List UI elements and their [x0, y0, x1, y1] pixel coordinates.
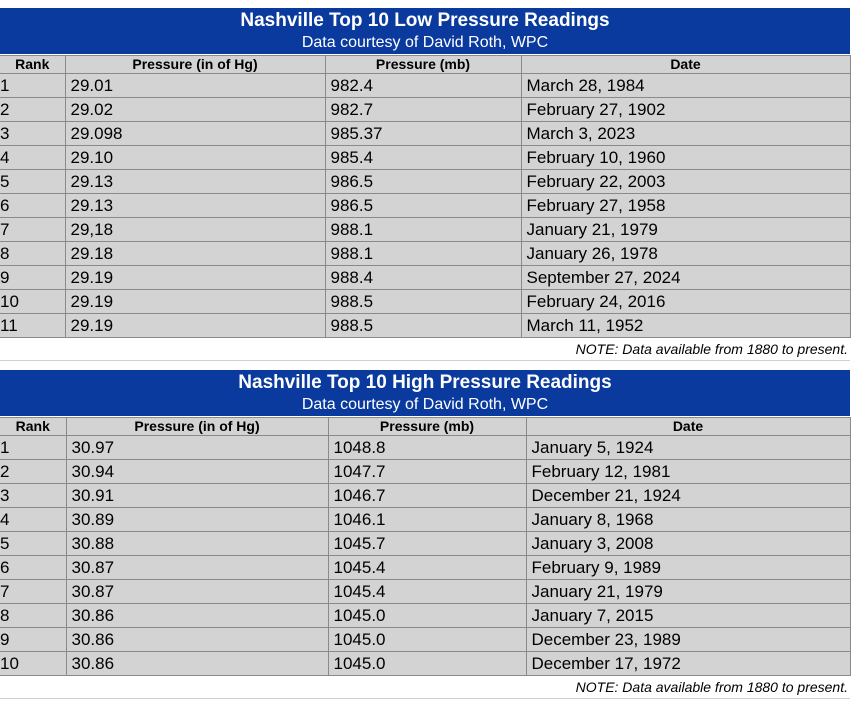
rank-cell: 2 — [0, 460, 66, 484]
low-pressure-table-body — [0, 74, 850, 338]
column-header-pressure-mb: Pressure (mb) — [325, 56, 521, 74]
high-pressure-table — [0, 417, 851, 676]
table-row — [0, 508, 850, 532]
date-cell: March 11, 1952 — [521, 314, 850, 338]
pressure-mb-cell: 1048.8 — [328, 436, 526, 460]
date-cell: September 27, 2024 — [521, 266, 850, 290]
table-row — [0, 290, 850, 314]
high-pressure-title: Nashville Top 10 High Pressure Readings — [238, 372, 612, 393]
pressure-inhg-cell: 29.19 — [65, 314, 325, 338]
table-row — [0, 170, 850, 194]
date-cell: December 17, 1972 — [526, 652, 850, 676]
pressure-mb-cell: 1045.0 — [328, 628, 526, 652]
high-pressure-table-body — [0, 436, 850, 676]
rank-cell: 10 — [0, 290, 65, 314]
table-row — [0, 194, 850, 218]
date-cell: February 22, 2003 — [521, 170, 850, 194]
pressure-mb-cell: 988.4 — [325, 266, 521, 290]
column-header-date: Date — [521, 56, 850, 74]
date-cell: March 3, 2023 — [521, 122, 850, 146]
date-cell: January 26, 1978 — [521, 242, 850, 266]
rank-cell: 6 — [0, 556, 66, 580]
rank-cell: 1 — [0, 74, 65, 98]
date-cell: January 21, 1979 — [521, 218, 850, 242]
low-pressure-table-header — [0, 8, 850, 55]
table-row — [0, 436, 850, 460]
low-pressure-table-section — [0, 8, 850, 361]
pressure-mb-cell: 986.5 — [325, 194, 521, 218]
column-header-rank: Rank — [0, 418, 66, 436]
table-row — [0, 532, 850, 556]
pressure-mb-cell: 1046.7 — [328, 484, 526, 508]
pressure-inhg-cell: 30.91 — [66, 484, 328, 508]
pressure-inhg-cell: 30.94 — [66, 460, 328, 484]
rank-cell: 5 — [0, 532, 66, 556]
table-row — [0, 604, 850, 628]
pressure-inhg-cell: 29.19 — [65, 290, 325, 314]
high-pressure-subtitle: Data courtesy of David Roth, WPC — [301, 396, 549, 413]
pressure-mb-cell: 1045.7 — [328, 532, 526, 556]
rank-cell: 3 — [0, 484, 66, 508]
low-pressure-table — [0, 55, 851, 338]
pressure-mb-cell: 988.5 — [325, 314, 521, 338]
pressure-inhg-cell: 30.86 — [66, 604, 328, 628]
rank-cell: 10 — [0, 652, 66, 676]
high-pressure-note: NOTE: Data available from 1880 to present. — [0, 676, 850, 699]
pressure-inhg-cell: 29.02 — [65, 98, 325, 122]
pressure-mb-cell: 982.7 — [325, 98, 521, 122]
table-header-row — [0, 418, 850, 436]
date-cell: February 24, 2016 — [521, 290, 850, 314]
pressure-mb-cell: 988.1 — [325, 218, 521, 242]
table-row — [0, 460, 850, 484]
table-row — [0, 266, 850, 290]
low-pressure-note: NOTE: Data available from 1880 to present. — [0, 338, 850, 361]
pressure-inhg-cell: 30.87 — [66, 580, 328, 604]
table-row — [0, 628, 850, 652]
rank-cell: 7 — [0, 218, 65, 242]
pressure-inhg-cell: 29.13 — [65, 170, 325, 194]
low-pressure-subtitle: Data courtesy of David Roth, WPC — [301, 34, 549, 51]
table-row — [0, 556, 850, 580]
column-header-pressure-mb: Pressure (mb) — [328, 418, 526, 436]
pressure-mb-cell: 988.5 — [325, 290, 521, 314]
rank-cell: 7 — [0, 580, 66, 604]
date-cell: February 27, 1958 — [521, 194, 850, 218]
date-cell: January 7, 2015 — [526, 604, 850, 628]
date-cell: December 21, 1924 — [526, 484, 850, 508]
high-pressure-table-section — [0, 370, 850, 699]
pressure-mb-cell: 982.4 — [325, 74, 521, 98]
pressure-inhg-cell: 29.13 — [65, 194, 325, 218]
date-cell: December 23, 1989 — [526, 628, 850, 652]
pressure-inhg-cell: 29.10 — [65, 146, 325, 170]
rank-cell: 6 — [0, 194, 65, 218]
table-row — [0, 580, 850, 604]
pressure-inhg-cell: 29.01 — [65, 74, 325, 98]
rank-cell: 8 — [0, 604, 66, 628]
table-row — [0, 484, 850, 508]
date-cell: February 10, 1960 — [521, 146, 850, 170]
table-row — [0, 242, 850, 266]
pressure-inhg-cell: 30.86 — [66, 652, 328, 676]
date-cell: March 28, 1984 — [521, 74, 850, 98]
table-row — [0, 98, 850, 122]
table-row — [0, 652, 850, 676]
pressure-mb-cell: 988.1 — [325, 242, 521, 266]
rank-cell: 8 — [0, 242, 65, 266]
rank-cell: 3 — [0, 122, 65, 146]
pressure-mb-cell: 1046.1 — [328, 508, 526, 532]
pressure-inhg-cell: 30.88 — [66, 532, 328, 556]
date-cell: January 8, 1968 — [526, 508, 850, 532]
pressure-mb-cell: 1045.4 — [328, 556, 526, 580]
rank-cell: 4 — [0, 146, 65, 170]
table-row — [0, 218, 850, 242]
rank-cell: 4 — [0, 508, 66, 532]
pressure-mb-cell: 1045.4 — [328, 580, 526, 604]
pressure-mb-cell: 1045.0 — [328, 652, 526, 676]
date-cell: February 27, 1902 — [521, 98, 850, 122]
pressure-inhg-cell: 30.87 — [66, 556, 328, 580]
pressure-inhg-cell: 29.098 — [65, 122, 325, 146]
column-header-date: Date — [526, 418, 850, 436]
pressure-inhg-cell: 29.18 — [65, 242, 325, 266]
pressure-inhg-cell: 30.89 — [66, 508, 328, 532]
pressure-mb-cell: 985.4 — [325, 146, 521, 170]
pressure-mb-cell: 1047.7 — [328, 460, 526, 484]
low-pressure-title: Nashville Top 10 Low Pressure Readings — [240, 10, 610, 31]
pressure-inhg-cell: 29,18 — [65, 218, 325, 242]
date-cell: January 5, 1924 — [526, 436, 850, 460]
rank-cell: 9 — [0, 628, 66, 652]
table-row — [0, 122, 850, 146]
column-header-pressure-inhg: Pressure (in of Hg) — [65, 56, 325, 74]
rank-cell: 11 — [0, 314, 65, 338]
rank-cell: 1 — [0, 436, 66, 460]
rank-cell: 5 — [0, 170, 65, 194]
date-cell: January 3, 2008 — [526, 532, 850, 556]
column-header-pressure-inhg: Pressure (in of Hg) — [66, 418, 328, 436]
table-header-row — [0, 56, 850, 74]
pressure-mb-cell: 1045.0 — [328, 604, 526, 628]
date-cell: January 21, 1979 — [526, 580, 850, 604]
date-cell: February 12, 1981 — [526, 460, 850, 484]
date-cell: February 9, 1989 — [526, 556, 850, 580]
rank-cell: 2 — [0, 98, 65, 122]
pressure-inhg-cell: 29.19 — [65, 266, 325, 290]
column-header-rank: Rank — [0, 56, 65, 74]
rank-cell: 9 — [0, 266, 65, 290]
table-row — [0, 314, 850, 338]
pressure-inhg-cell: 30.86 — [66, 628, 328, 652]
pressure-mb-cell: 985.37 — [325, 122, 521, 146]
table-row — [0, 146, 850, 170]
pressure-inhg-cell: 30.97 — [66, 436, 328, 460]
pressure-mb-cell: 986.5 — [325, 170, 521, 194]
high-pressure-table-header — [0, 370, 850, 417]
table-row — [0, 74, 850, 98]
